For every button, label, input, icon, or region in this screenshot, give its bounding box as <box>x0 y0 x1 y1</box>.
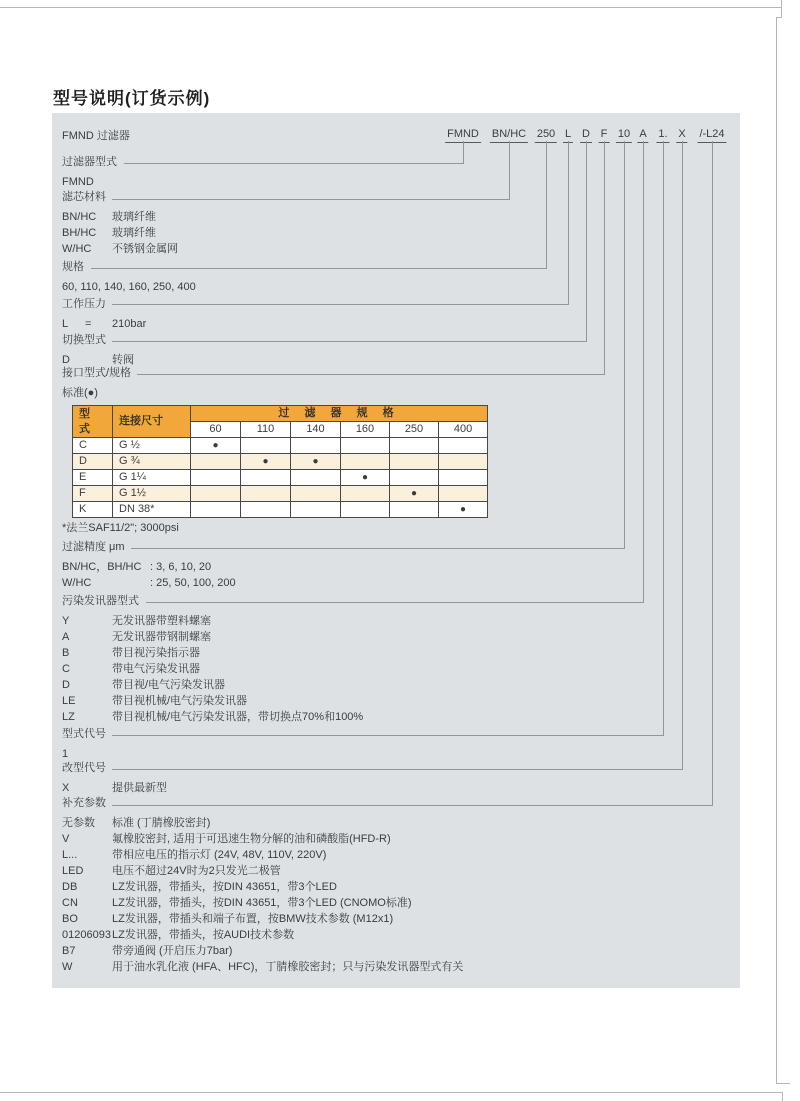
item-code: C <box>62 663 70 675</box>
item-code: BN/HC <box>62 211 97 223</box>
empty-cell <box>191 486 241 502</box>
section-label: 过滤精度 μm <box>62 541 125 553</box>
table-row <box>73 470 488 486</box>
empty-cell <box>390 502 439 518</box>
table-header-400: 400 <box>439 422 488 438</box>
availability-dot-cell: ● <box>191 438 241 454</box>
item-desc: 带相应电压的指示灯 (24V, 48V, 110V, 220V) <box>112 849 327 861</box>
item-code: B7 <box>62 945 76 957</box>
section-label: 过滤器型式 <box>62 156 117 168</box>
empty-cell <box>439 470 488 486</box>
connector-line-horizontal <box>124 163 463 164</box>
example-label: FMND 过滤器 <box>62 130 130 142</box>
connector-line-horizontal <box>112 769 682 770</box>
table-header-size: 连接尺寸 <box>113 406 191 438</box>
filtration-items <box>62 559 236 591</box>
connector-line-vertical <box>643 141 644 603</box>
connector-line-vertical <box>568 141 569 305</box>
section-switch-type <box>62 334 134 368</box>
supplementary-items <box>62 815 463 975</box>
empty-cell <box>291 486 341 502</box>
item-code: LZ <box>62 711 75 723</box>
cell-connection-size: G 1¼ <box>113 470 191 486</box>
connector-line-horizontal <box>112 304 568 305</box>
empty-cell <box>241 486 291 502</box>
availability-dot-cell: ● <box>390 486 439 502</box>
item-code: 01206093 <box>62 929 111 941</box>
section-label: 切换型式 <box>62 334 106 346</box>
list-item <box>62 693 363 709</box>
empty-cell <box>390 438 439 454</box>
table-header-250: 250 <box>390 422 439 438</box>
connector-line-vertical <box>682 141 683 770</box>
list-item <box>62 895 463 911</box>
section-port-type <box>62 367 131 401</box>
item-desc: LZ发讯器，带插头，按AUDI技术参数 <box>112 929 295 941</box>
connector-line-horizontal <box>112 735 663 736</box>
frame-topright-notch-v <box>781 0 782 18</box>
section-example <box>62 128 130 144</box>
empty-cell <box>191 470 241 486</box>
empty-cell <box>439 454 488 470</box>
list-item <box>62 911 463 927</box>
availability-dot-cell: ● <box>439 502 488 518</box>
section-label: 接口型式/规格 <box>62 367 132 379</box>
list-item <box>62 780 167 796</box>
section-label: 工作压力 <box>62 298 106 310</box>
model-code-segment: X <box>676 128 687 143</box>
section-clogging-indicator <box>62 595 363 725</box>
model-code-segment: 1. <box>656 128 669 143</box>
pressure-value: 210bar <box>112 318 147 330</box>
connector-line-horizontal <box>146 602 643 603</box>
section-supplementary <box>62 797 463 975</box>
table-header-160: 160 <box>341 422 390 438</box>
connector-line-horizontal <box>112 199 509 200</box>
empty-cell <box>241 502 291 518</box>
table-header-140: 140 <box>291 422 341 438</box>
empty-cell <box>341 486 390 502</box>
frame-bottom-line <box>0 1092 783 1093</box>
table-row <box>73 502 488 518</box>
section-type-code <box>62 728 106 762</box>
item-code: D <box>62 679 70 691</box>
item-desc: LZ发讯器，带插头和端子布置，按BMW技术参数 (M12x1) <box>112 913 394 925</box>
connector-line-horizontal <box>91 268 546 269</box>
cell-connection-size: G ¾ <box>113 454 191 470</box>
item-code: X <box>62 782 70 794</box>
connector-line-vertical <box>712 141 713 806</box>
cell-connection-size: G 1½ <box>113 486 191 502</box>
empty-cell <box>439 438 488 454</box>
list-item <box>62 943 463 959</box>
empty-cell <box>291 502 341 518</box>
cell-type: D <box>73 454 113 470</box>
connector-line-horizontal <box>137 374 604 375</box>
section-label: 补充参数 <box>62 797 106 809</box>
list-item <box>62 225 178 241</box>
list-item <box>62 863 463 879</box>
item-desc: 提供最新型 <box>112 782 167 794</box>
item-desc: 带目视污染指示器 <box>112 647 200 659</box>
cell-connection-size: G ½ <box>113 438 191 454</box>
type-code-value: 1 <box>62 748 69 760</box>
spec-table <box>72 405 488 518</box>
item-code: BH/HC <box>62 227 97 239</box>
table-footnote: *法兰SAF11/2"; 3000psi <box>62 522 179 534</box>
list-item <box>62 629 363 645</box>
item-desc: : 25, 50, 100, 200 <box>150 577 236 589</box>
list-item <box>62 709 363 725</box>
connector-line-vertical <box>624 141 625 549</box>
section-label: 规格 <box>62 261 84 273</box>
model-code-segment: L <box>563 128 573 143</box>
section-size <box>62 261 196 295</box>
list-item <box>62 352 134 368</box>
availability-dot-cell: ● <box>291 454 341 470</box>
model-code-segment: /-L24 <box>697 128 726 143</box>
item-desc: 带电气污染发讯器 <box>112 663 200 675</box>
empty-cell <box>191 502 241 518</box>
section-element-material <box>62 191 178 257</box>
modification-items <box>62 780 167 796</box>
item-code: 无参数 <box>62 817 95 829</box>
switch-items <box>62 352 134 368</box>
connector-line-vertical <box>604 141 605 375</box>
item-code: W/HC <box>62 577 92 589</box>
list-item <box>62 959 463 975</box>
table-header-spec: 过 滤 器 规 格 <box>191 406 488 422</box>
connector-line-vertical <box>463 141 464 164</box>
item-code: D <box>62 354 70 366</box>
item-code: Y <box>62 615 70 627</box>
table-row <box>73 486 488 502</box>
item-desc: 带旁通阀 (开启压力7bar) <box>112 945 233 957</box>
list-item <box>62 847 463 863</box>
empty-cell <box>291 438 341 454</box>
model-code-segment: D <box>580 128 592 143</box>
empty-cell <box>241 438 291 454</box>
material-items <box>62 209 178 257</box>
model-code-segment: F <box>599 128 610 143</box>
list-item <box>62 831 463 847</box>
list-item <box>62 559 236 575</box>
item-code: LE <box>62 695 76 707</box>
item-desc: 带目视机械/电气污染发讯器，带切换点70%和100% <box>112 711 364 723</box>
empty-cell <box>439 486 488 502</box>
pressure-eq: = <box>85 318 92 330</box>
connector-line-vertical <box>546 141 547 269</box>
item-desc: 标准 (丁腈橡胶密封) <box>112 817 211 829</box>
item-code: BO <box>62 913 78 925</box>
cell-type: K <box>73 502 113 518</box>
item-code: W <box>62 961 73 973</box>
item-desc: 无发讯器带塑料螺塞 <box>112 615 211 627</box>
availability-dot-cell: ● <box>341 470 390 486</box>
item-desc: 转阀 <box>112 354 134 366</box>
frame-right-line <box>776 17 777 1083</box>
item-desc: LZ发讯器，带插头，按DIN 43651，带3个LED (CNOMO标准) <box>112 897 412 909</box>
item-code: V <box>62 833 70 845</box>
item-desc: 用于油水乳化液 (HFA、HFC)，丁腈橡胶密封；只与污染发讯器型式有关 <box>112 961 464 973</box>
connector-line-vertical <box>586 141 587 342</box>
item-code: BN/HC，BH/HC <box>62 561 142 573</box>
item-desc: 电压不超过24V时为2只发光二极管 <box>112 865 281 877</box>
item-code: DB <box>62 881 78 893</box>
table-header-type: 型 式 <box>73 406 113 438</box>
item-code: LED <box>62 865 84 877</box>
clogging-items <box>62 613 363 725</box>
list-item <box>62 815 463 831</box>
pressure-row <box>62 316 146 332</box>
item-code: W/HC <box>62 243 92 255</box>
section-label: 型式代号 <box>62 728 106 740</box>
list-item <box>62 879 463 895</box>
item-code: L... <box>62 849 78 861</box>
list-item <box>62 613 363 629</box>
port-standard: 标准(●) <box>62 387 98 399</box>
empty-cell <box>191 454 241 470</box>
size-values: 60, 110, 140, 160, 250, 400 <box>62 281 196 293</box>
cell-type: E <box>73 470 113 486</box>
section-filter-type <box>62 156 117 190</box>
cell-connection-size: DN 38* <box>113 502 191 518</box>
item-code: CN <box>62 897 78 909</box>
table-row <box>73 454 488 470</box>
item-code: B <box>62 647 70 659</box>
list-item <box>62 209 178 225</box>
empty-cell <box>291 470 341 486</box>
page-title: 型号说明(订货示例) <box>53 89 211 108</box>
item-desc: 不锈钢金属网 <box>112 243 178 255</box>
model-code-segment: 10 <box>616 128 632 143</box>
item-desc: 带目视机械/电气污染发讯器 <box>112 695 248 707</box>
cell-type: C <box>73 438 113 454</box>
filter-type-value: FMND <box>62 176 94 188</box>
item-desc: 无发讯器带钢制螺塞 <box>112 631 211 643</box>
item-desc: LZ发讯器，带插头，按DIN 43651，带3个LED <box>112 881 337 893</box>
section-label: 滤芯材料 <box>62 191 106 203</box>
list-item <box>62 677 363 693</box>
empty-cell <box>341 454 390 470</box>
empty-cell <box>241 470 291 486</box>
section-label: 污染发讯器型式 <box>62 595 139 607</box>
model-code-segment: A <box>637 128 648 143</box>
item-desc: : 3, 6, 10, 20 <box>150 561 212 573</box>
item-code: A <box>62 631 70 643</box>
table-header-110: 110 <box>241 422 291 438</box>
connector-line-vertical <box>509 141 510 200</box>
item-desc: 玻璃纤维 <box>112 211 156 223</box>
list-item <box>62 575 236 591</box>
list-item <box>62 241 178 257</box>
frame-bottomright-notch-v <box>782 1092 783 1101</box>
list-item <box>62 927 463 943</box>
item-desc: 带目视/电气污染发讯器 <box>112 679 226 691</box>
model-code-segment: BN/HC <box>490 128 528 143</box>
empty-cell <box>341 438 390 454</box>
model-code-segment: FMND <box>445 128 481 143</box>
connector-line-horizontal <box>112 805 712 806</box>
availability-dot-cell: ● <box>241 454 291 470</box>
section-modification-code <box>62 762 167 796</box>
frame-top-line <box>0 7 781 8</box>
cell-type: F <box>73 486 113 502</box>
connector-line-vertical <box>663 141 664 736</box>
empty-cell <box>341 502 390 518</box>
empty-cell <box>390 454 439 470</box>
table-row <box>73 438 488 454</box>
frame-bottomright-notch-h <box>776 1083 790 1084</box>
table-header-60: 60 <box>191 422 241 438</box>
model-code-segment: 250 <box>535 128 557 143</box>
item-desc: 玻璃纤维 <box>112 227 156 239</box>
list-item <box>62 645 363 661</box>
connector-line-horizontal <box>112 341 586 342</box>
empty-cell <box>390 470 439 486</box>
section-label: 改型代号 <box>62 762 106 774</box>
item-desc: 氟橡胶密封, 适用于可迅速生物分解的油和磷酸脂(HFD-R) <box>112 833 391 845</box>
connector-line-horizontal <box>131 548 624 549</box>
list-item <box>62 661 363 677</box>
pressure-code: L <box>62 318 69 330</box>
